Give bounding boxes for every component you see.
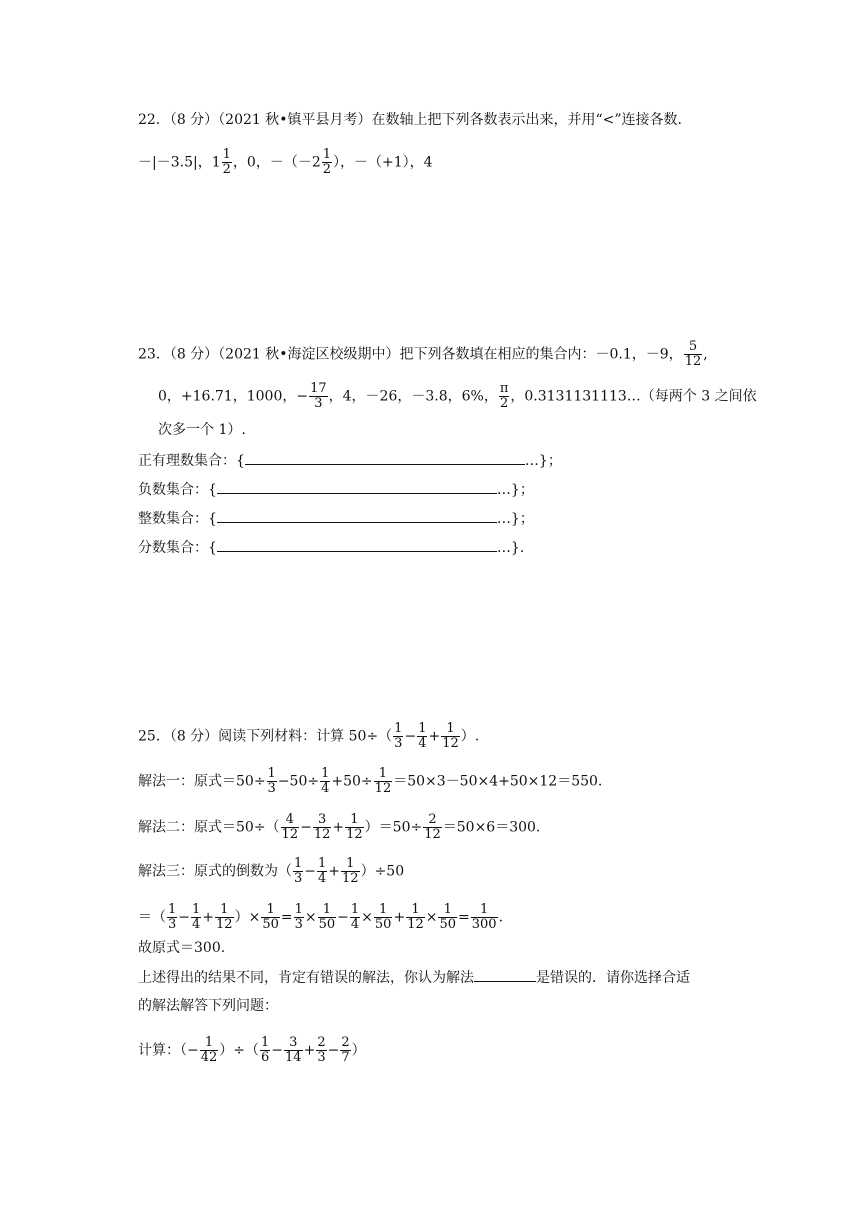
frac (260, 1036, 270, 1065)
frac-den: 3 (267, 781, 276, 796)
frac-num: 1 (438, 903, 457, 918)
frac-den: 12 (281, 827, 299, 842)
frac-num: 2 (341, 1035, 350, 1050)
answer-blank[interactable] (245, 450, 525, 465)
frac (340, 1036, 350, 1065)
frac (318, 903, 337, 932)
q23-line3 (158, 420, 246, 440)
frac-num: 3 (313, 813, 332, 828)
set-integer (138, 508, 534, 529)
frac (423, 813, 442, 842)
frac-num: 1 (406, 903, 425, 918)
frac-num: 1 (374, 767, 393, 782)
frac-num: 3 (284, 1036, 303, 1051)
frac (393, 722, 403, 751)
frac-den: 3 (294, 917, 303, 932)
s2-b: ）＝50÷ (364, 819, 423, 836)
q22-item-a: －|－3.5|， (138, 154, 212, 171)
frac-num: 1 (222, 147, 231, 162)
frac (261, 903, 280, 932)
frac (293, 857, 303, 886)
frac-den: 50 (262, 917, 279, 932)
frac-den: 14 (285, 1050, 302, 1065)
frac (374, 903, 393, 932)
q25-title-text: 25．（8 分）阅读下列材料：计算 50÷（ (138, 728, 393, 745)
frac-den: 12 (346, 827, 363, 842)
frac-num: 1 (321, 766, 330, 781)
q22-frac-b (222, 148, 232, 177)
frac (284, 1036, 303, 1065)
frac-den: 12 (216, 917, 233, 932)
answer-blank[interactable] (217, 508, 497, 523)
frac-num: 1 (261, 903, 280, 918)
frac-den: 4 (192, 917, 201, 932)
frac-den: 12 (374, 781, 392, 796)
solution-1 (138, 767, 602, 796)
frac-den: 12 (684, 354, 702, 369)
frac-den: 6 (261, 1050, 270, 1065)
answer-blank[interactable] (217, 537, 497, 552)
frac-num: 2 (317, 1035, 326, 1050)
frac (471, 903, 498, 932)
set-end: …}； (496, 511, 534, 527)
frac-num: 1 (341, 857, 360, 872)
frac-num: 1 (168, 902, 177, 917)
frac-den: 42 (200, 1050, 218, 1065)
frac-num: 1 (267, 766, 276, 781)
set-label: 分数集合：{ (138, 540, 217, 556)
s3-eq: ＝（ (138, 909, 166, 926)
frac (406, 903, 425, 932)
frac-num: 1 (192, 902, 201, 917)
q22-title-text: 22．（8 分）（2021 秋•镇平县月考）在数轴上把下列各数表示出来，并用“<”连接各数. (138, 112, 683, 128)
frac-num: 1 (318, 856, 327, 871)
set-positive-rational (138, 450, 562, 471)
set-negative (138, 479, 534, 500)
frac-den: 3 (394, 736, 403, 751)
frac-den: 2 (322, 162, 332, 177)
set-label: 正有理数集合：{ (138, 453, 245, 469)
solution-3-continued: ＝（ $\frac{1}{3}$ − $\frac{1}{4}$ + $\frac{1}{12}$ ）× $\frac{1}{50}$ = $\frac{1}{3}$ × $\frac{1}{50}$ − $\frac{1}{4}$ × $\frac{1}{50}$ + $\frac{1}{12}$ × $\frac{1}{50}$ = $\frac{1}{300}$ . (138, 902, 504, 932)
q23-frac-3 (499, 382, 510, 411)
solution-2: 解法二：原式＝50÷（ $\frac{4}{12}$ − $\frac{3}{12}$ + $\frac{1}{12}$ ）＝50÷ $\frac{2}{12}$ ＝50×6＝300. (138, 812, 541, 842)
frac-num: 2 (423, 813, 442, 828)
frac-num: 1 (261, 1035, 270, 1050)
frac-num: 1 (441, 722, 460, 737)
q23-frac-2 (309, 382, 328, 411)
calculation: 计算：（− $\frac{1}{42}$ ）÷（ $\frac{1}{6}$ − $\frac{3}{14}$ + $\frac{2}{3}$ − $\frac{2}{7}$ ） (138, 1035, 366, 1065)
calc-b: ）÷（ (219, 1042, 260, 1059)
frac-den: 3 (168, 917, 177, 932)
q23-numbers (158, 382, 757, 411)
set-label: 整数集合：{ (138, 511, 217, 527)
frac (317, 857, 327, 886)
frac-num: 1 (374, 903, 393, 918)
q22-item-sep: ，0，－（－2 (232, 154, 321, 171)
set-end: …}； (524, 453, 562, 469)
frac (313, 813, 332, 842)
q22-frac-c (322, 148, 332, 177)
frac-num: 1 (471, 903, 498, 918)
frac-den: 50 (374, 917, 392, 932)
frac-num: 1 (418, 721, 427, 736)
calc-end: ） (351, 1042, 366, 1059)
answer-blank-method[interactable] (474, 967, 536, 982)
q23-line2-c: ，0.3131131113…（每两个 3 之间依 (510, 388, 757, 405)
s2-a: 解法二：原式＝50÷（ (138, 819, 280, 836)
frac-den: 300 (471, 917, 497, 932)
prompt-a: 上述得出的结果不同，肯定有错误的解法，你认为解法 (138, 970, 474, 986)
frac-den: 2 (499, 396, 509, 411)
q23-line2-a: 0，+16.71，1000，− (158, 388, 309, 405)
q22-numbers (138, 148, 433, 177)
frac-den: 4 (321, 781, 330, 796)
set-end: …}； (496, 482, 534, 498)
s1-b: −50÷ (277, 773, 320, 790)
frac-num: 1 (200, 1036, 219, 1051)
frac-num: 1 (322, 147, 332, 162)
s1-c: +50÷ (331, 773, 373, 790)
frac-num: 5 (684, 340, 703, 355)
frac (191, 903, 201, 932)
frac (417, 722, 427, 751)
set-end: …}. (496, 540, 525, 556)
frac (167, 903, 177, 932)
solution-3: 解法三：原式的倒数为（ $\frac{1}{3}$ − $\frac{1}{4}$ + $\frac{1}{12}$ ）÷50 (138, 856, 405, 886)
q22-item-b-whole: 1 (211, 154, 221, 171)
frac (341, 857, 360, 886)
s2-c: ＝50×6＝300. (442, 819, 541, 836)
frac-den: 3 (294, 871, 303, 886)
frac-den: 4 (318, 871, 327, 886)
frac-den: 50 (318, 917, 336, 932)
q25-title-end: ）. (460, 728, 480, 745)
prompt-line-1 (138, 967, 690, 988)
frac-num: 1 (318, 903, 337, 918)
q25-title: 25．（8 分）阅读下列材料：计算 50÷（ $\frac{1}{3}$ − $\frac{1}{4}$ + $\frac{1}{12}$ ）. (138, 721, 480, 751)
frac-num: 1 (294, 902, 303, 917)
q23-frac-1 (684, 340, 703, 369)
frac-den: 4 (350, 917, 360, 932)
prompt-line-2 (138, 996, 278, 1016)
s3-b: ）÷50 (360, 863, 405, 880)
frac (200, 1036, 219, 1065)
prompt-c: 的解法解答下列问题： (138, 998, 278, 1014)
frac (345, 813, 364, 842)
conclusion-text: 故原式＝300. (138, 940, 226, 956)
frac-num: π (499, 381, 509, 396)
frac-den: 50 (439, 917, 457, 932)
frac (215, 903, 234, 932)
frac-den: 12 (424, 827, 441, 842)
frac-num: 4 (281, 813, 300, 828)
frac-den: 4 (418, 736, 427, 751)
frac-den: 7 (341, 1050, 350, 1065)
q22-title (138, 110, 682, 130)
frac (281, 813, 300, 842)
frac (441, 722, 460, 751)
frac-den: 12 (342, 871, 359, 886)
answer-blank[interactable] (217, 479, 497, 494)
frac (294, 903, 304, 932)
s1-a: 解法一：原式＝50÷ (138, 773, 266, 790)
prompt-b: 是错误的．请你选择合适 (536, 970, 690, 986)
conclusion (138, 938, 225, 958)
set-fraction (138, 537, 524, 558)
frac-den: 3 (317, 1050, 326, 1065)
frac-num: 1 (294, 856, 303, 871)
frac-den: 12 (313, 827, 331, 842)
set-label: 负数集合：{ (138, 482, 217, 498)
q23-title (138, 340, 708, 369)
s1-d: ＝50×3－50×4+50×12＝550. (393, 773, 603, 790)
s3-c: ）× (234, 909, 261, 926)
q23-line3-text: 次多一个 1）. (158, 422, 246, 438)
frac-num: 1 (215, 903, 234, 918)
frac-den: 12 (407, 917, 424, 932)
frac (438, 903, 457, 932)
frac (267, 767, 277, 796)
frac-den: 12 (442, 736, 459, 751)
frac-den: 2 (222, 162, 231, 177)
frac-num: 1 (394, 721, 403, 736)
calc-a: 计算：（− (138, 1042, 199, 1059)
frac-num: 1 (350, 902, 360, 917)
frac-num: 1 (345, 813, 364, 828)
q22-item-tail: ），－（+1），4 (333, 154, 433, 171)
frac (374, 767, 393, 796)
s3-a: 解法三：原式的倒数为（ (138, 863, 292, 880)
q23-title-text: 23．（8 分）（2021 秋•海淀区校级期中）把下列各数填在相应的集合内：－0.1，－9， (138, 346, 683, 363)
q23-line2-b: ，4，－26，－3.8，6%， (328, 388, 498, 405)
frac-den: 3 (314, 396, 323, 411)
frac (350, 903, 360, 932)
q23-comma: , (703, 346, 708, 363)
frac (320, 767, 330, 796)
frac (316, 1036, 326, 1065)
frac-num: 17 (310, 381, 327, 396)
